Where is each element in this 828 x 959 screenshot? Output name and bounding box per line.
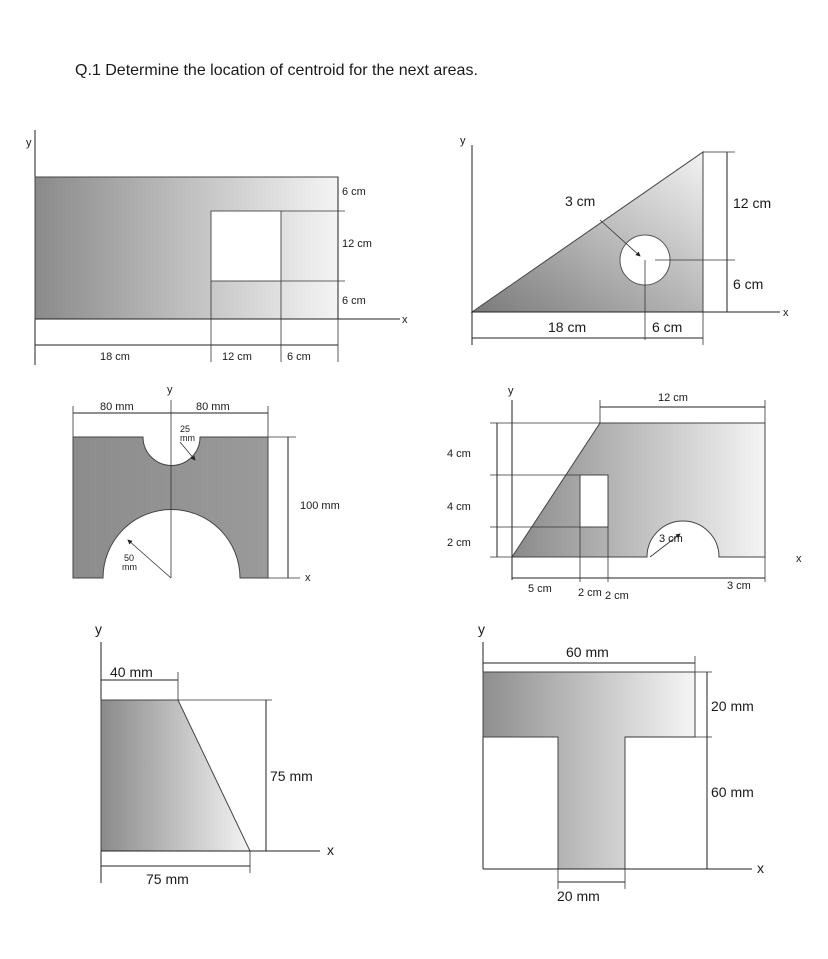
fig4-dim-5cm: 5 cm bbox=[528, 583, 552, 595]
fig3-radius-50-unit: mm bbox=[122, 562, 137, 572]
fig2-dim-6cm-right: 6 cm bbox=[733, 276, 764, 292]
fig1-dim-6cm-bottom: 6 cm bbox=[342, 295, 366, 307]
fig1-dim-12cm: 12 cm bbox=[342, 238, 372, 250]
fig4-dim-2cm-a: 2 cm bbox=[578, 587, 602, 599]
y-axis-label: y bbox=[26, 137, 32, 149]
fig2-dim-6cm-bottom: 6 cm bbox=[652, 319, 683, 335]
fig4-radius-3cm: 3 cm bbox=[659, 533, 683, 545]
fig3-plate bbox=[73, 437, 268, 578]
fig1-rectangle bbox=[35, 177, 338, 319]
figure-1-rectangle-with-square-hole bbox=[26, 130, 408, 365]
x-axis-label: x bbox=[783, 307, 789, 319]
fig4-dim-4cm-b: 4 cm bbox=[447, 501, 471, 513]
fig4-trapezoid bbox=[512, 423, 765, 557]
fig3-radius-50: 50 bbox=[124, 553, 135, 563]
x-axis-label: x bbox=[757, 860, 764, 876]
x-axis-label: x bbox=[327, 842, 334, 858]
fig1-dim-18cm: 18 cm bbox=[100, 351, 130, 363]
fig5-trapezoid bbox=[101, 700, 250, 851]
x-axis-label: x bbox=[796, 553, 802, 565]
y-axis-label: y bbox=[508, 385, 514, 397]
fig3-dim-80mm-right: 80 mm bbox=[196, 401, 230, 413]
fig5-dim-40mm: 40 mm bbox=[110, 664, 153, 680]
fig4-dim-2cm-b: 2 cm bbox=[605, 590, 629, 602]
fig5-dim-75mm-h: 75 mm bbox=[270, 768, 313, 784]
fig3-dim-100mm: 100 mm bbox=[300, 500, 340, 512]
fig2-triangle bbox=[472, 152, 703, 312]
fig6-dim-20mm-flange: 20 mm bbox=[711, 698, 754, 714]
figure-3-plate-with-semicircle-cutouts bbox=[73, 384, 340, 584]
y-axis-label: y bbox=[167, 384, 173, 396]
fig4-dim-2cm: 2 cm bbox=[447, 537, 471, 549]
fig2-dim-3cm: 3 cm bbox=[565, 193, 596, 209]
figure-4-trapezoid-with-hole-and-semicircle bbox=[447, 385, 802, 602]
y-axis-label: y bbox=[460, 135, 466, 147]
question-text: Q.1 Determine the location of centroid for the next areas. bbox=[75, 62, 478, 79]
fig1-square-hole bbox=[211, 211, 281, 281]
fig3-radius-25: 25 bbox=[180, 424, 191, 434]
fig2-dim-12cm: 12 cm bbox=[733, 195, 772, 211]
x-axis-label: x bbox=[402, 314, 408, 326]
figure-2-triangle-with-circle-hole bbox=[460, 135, 789, 345]
y-axis-label: y bbox=[95, 621, 102, 637]
fig4-rect-hole bbox=[580, 475, 608, 527]
fig5-dim-75mm-w: 75 mm bbox=[146, 871, 189, 887]
fig4-dim-4cm-a: 4 cm bbox=[447, 448, 471, 460]
fig3-radius-25-unit: mm bbox=[180, 433, 195, 443]
fig2-dim-18cm: 18 cm bbox=[548, 319, 587, 335]
figure-5-trapezoid bbox=[95, 621, 334, 887]
figure-6-t-section bbox=[478, 621, 764, 904]
x-axis-label: x bbox=[305, 572, 311, 584]
fig6-t-section bbox=[483, 672, 695, 869]
fig3-dim-80mm-left: 80 mm bbox=[100, 401, 134, 413]
y-axis-label: y bbox=[478, 621, 485, 637]
fig4-dim-12cm: 12 cm bbox=[658, 392, 688, 404]
fig1-dim-6cm-right: 6 cm bbox=[287, 351, 311, 363]
fig1-dim-12cm-bottom: 12 cm bbox=[222, 351, 252, 363]
fig6-dim-20mm-web: 20 mm bbox=[557, 888, 600, 904]
fig6-dim-60mm-web: 60 mm bbox=[711, 784, 754, 800]
fig4-dim-3cm-bottom: 3 cm bbox=[727, 580, 751, 592]
fig1-dim-6cm-top: 6 cm bbox=[342, 186, 366, 198]
fig6-dim-60mm-w: 60 mm bbox=[566, 644, 609, 660]
